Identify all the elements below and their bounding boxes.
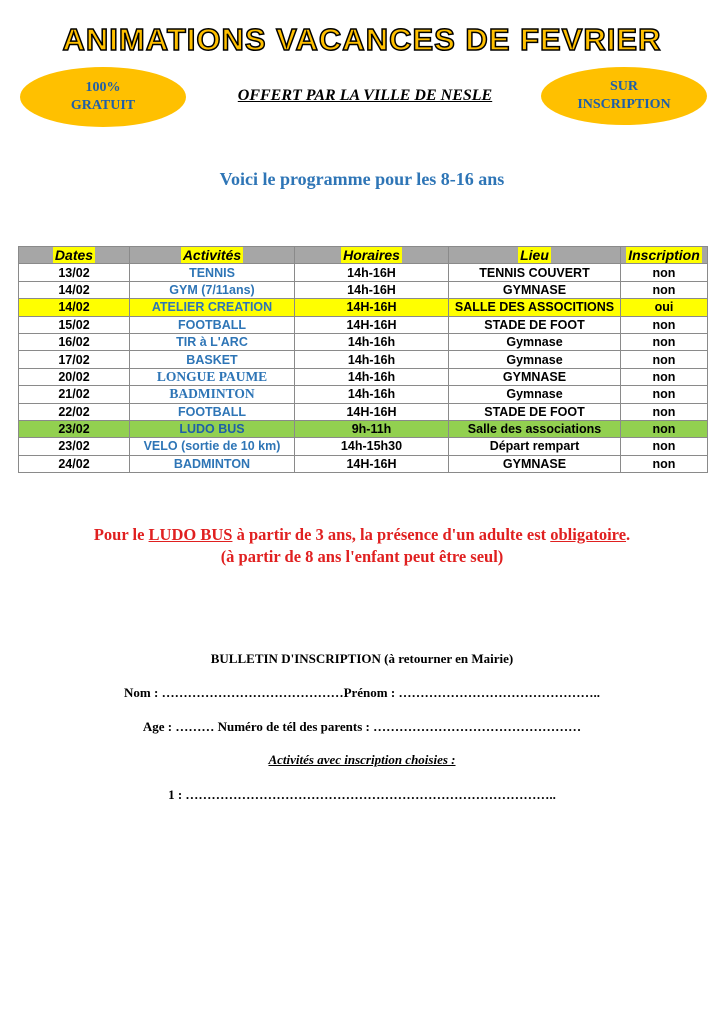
table-row — [19, 386, 708, 403]
ludo-bus-notice-sub: (à partir de 8 ans l'enfant peut être seul) — [220, 547, 504, 566]
notice-text-3: . — [626, 525, 631, 544]
cell-lieu: Gymnase — [449, 333, 621, 350]
page-title: ANIMATIONS VACANCES DE FEVRIER — [62, 22, 662, 57]
bulletin-title: BULLETIN D'INSCRIPTION (à retourner en Mairie) — [210, 651, 514, 666]
programme-subtitle: Voici le programme pour les 8-16 ans — [219, 169, 505, 189]
cell-date: 24/02 — [19, 455, 130, 472]
cell-date: 21/02 — [19, 386, 130, 403]
cell-lieu: Gymnase — [449, 351, 621, 368]
activity-choice-line: 1 : ………………………………………………………………………….. — [168, 787, 556, 802]
cell-activite: TENNIS — [130, 264, 295, 281]
cell-horaire: 14h-16h — [295, 386, 449, 403]
table-header-row — [19, 247, 708, 264]
cell-lieu: GYMNASE — [449, 368, 621, 385]
table-row — [19, 264, 708, 281]
free-badge-line-1: 100% — [85, 80, 121, 95]
cell-activite: FOOTBALL — [130, 316, 295, 333]
cell-inscription: non — [621, 403, 708, 420]
table-row — [19, 403, 708, 420]
cell-lieu: Gymnase — [449, 386, 621, 403]
cell-lieu: TENNIS COUVERT — [449, 264, 621, 281]
cell-horaire: 14h-16h — [295, 351, 449, 368]
cell-horaire: 14H-16H — [295, 403, 449, 420]
header-inscription: Inscription — [621, 247, 708, 264]
cell-lieu: STADE DE FOOT — [449, 403, 621, 420]
notice-obligatoire: obligatoire — [550, 525, 627, 544]
free-badge-line-2: GRATUIT — [70, 98, 136, 113]
cell-activite: TIR à L'ARC — [130, 333, 295, 350]
cell-lieu: STADE DE FOOT — [449, 316, 621, 333]
cell-horaire: 14H-16H — [295, 316, 449, 333]
cell-activite: FOOTBALL — [130, 403, 295, 420]
cell-activite: GYM (7/11ans) — [130, 281, 295, 298]
table-row — [19, 351, 708, 368]
notice-text-1: Pour le — [93, 525, 149, 544]
header-lieu: Lieu — [449, 247, 621, 264]
header-activites: Activités — [130, 247, 295, 264]
cell-inscription: non — [621, 386, 708, 403]
age-phone-line: Age : ……… Numéro de tél des parents : ………………………………………… — [142, 719, 582, 734]
cell-activite: LONGUE PAUME — [130, 368, 295, 385]
cell-horaire: 14h-16h — [295, 333, 449, 350]
notice-text-2: à partir de 3 ans, la présence d'un adulte est — [232, 525, 551, 544]
registration-badge-line-1: SUR — [609, 79, 638, 94]
cell-inscription: non — [621, 281, 708, 298]
cell-horaire: 14H-16H — [295, 455, 449, 472]
registration-badge-line-2: INSCRIPTION — [577, 97, 671, 112]
table-row — [19, 333, 708, 350]
cell-lieu: GYMNASE — [449, 455, 621, 472]
cell-date: 23/02 — [19, 420, 130, 437]
cell-horaire: 14h-16h — [295, 368, 449, 385]
registration-badge — [541, 67, 707, 125]
cell-inscription: non — [621, 316, 708, 333]
cell-activite: LUDO BUS — [130, 420, 295, 437]
cell-date: 20/02 — [19, 368, 130, 385]
cell-date: 14/02 — [19, 299, 130, 316]
cell-horaire: 14h-16H — [295, 281, 449, 298]
cell-date: 13/02 — [19, 264, 130, 281]
table-row — [19, 281, 708, 298]
cell-date: 14/02 — [19, 281, 130, 298]
cell-inscription: non — [621, 351, 708, 368]
cell-activite: ATELIER CREATION — [130, 299, 295, 316]
table-row — [19, 420, 708, 437]
offered-by-text: OFFERT PAR LA VILLE DE NESLE — [237, 87, 493, 104]
cell-lieu: SALLE DES ASSOCITIONS — [449, 299, 621, 316]
header-dates: Dates — [19, 247, 130, 264]
table-row — [19, 299, 708, 316]
cell-date: 15/02 — [19, 316, 130, 333]
cell-activite: VELO (sortie de 10 km) — [130, 438, 295, 455]
cell-date: 23/02 — [19, 438, 130, 455]
cell-horaire: 14H-16H — [295, 299, 449, 316]
cell-horaire: 14h-16H — [295, 264, 449, 281]
nom-prenom-line: Nom : ……………………………………Prénom : ……………………………………….. — [124, 685, 600, 700]
cell-date: 16/02 — [19, 333, 130, 350]
table-row — [19, 455, 708, 472]
cell-lieu: Salle des associations — [449, 420, 621, 437]
cell-inscription: oui — [621, 299, 708, 316]
activities-chosen-title: Activités avec inscription choisies : — [268, 752, 456, 767]
cell-date: 17/02 — [19, 351, 130, 368]
notice-ludo-bus: LUDO BUS — [148, 525, 233, 544]
free-badge — [20, 67, 186, 127]
cell-date: 22/02 — [19, 403, 130, 420]
cell-inscription: non — [621, 420, 708, 437]
ludo-bus-notice — [0, 525, 724, 545]
cell-inscription: non — [621, 264, 708, 281]
table-row — [19, 438, 708, 455]
cell-activite: BADMINTON — [130, 455, 295, 472]
cell-activite: BADMINTON — [130, 386, 295, 403]
cell-inscription: non — [621, 333, 708, 350]
table-row — [19, 316, 708, 333]
cell-inscription: non — [621, 455, 708, 472]
cell-lieu: GYMNASE — [449, 281, 621, 298]
cell-inscription: non — [621, 438, 708, 455]
header-horaires: Horaires — [295, 247, 449, 264]
schedule-table — [18, 246, 708, 473]
cell-horaire: 14h-15h30 — [295, 438, 449, 455]
cell-activite: BASKET — [130, 351, 295, 368]
cell-lieu: Départ rempart — [449, 438, 621, 455]
cell-horaire: 9h-11h — [295, 420, 449, 437]
cell-inscription: non — [621, 368, 708, 385]
table-row — [19, 368, 708, 385]
